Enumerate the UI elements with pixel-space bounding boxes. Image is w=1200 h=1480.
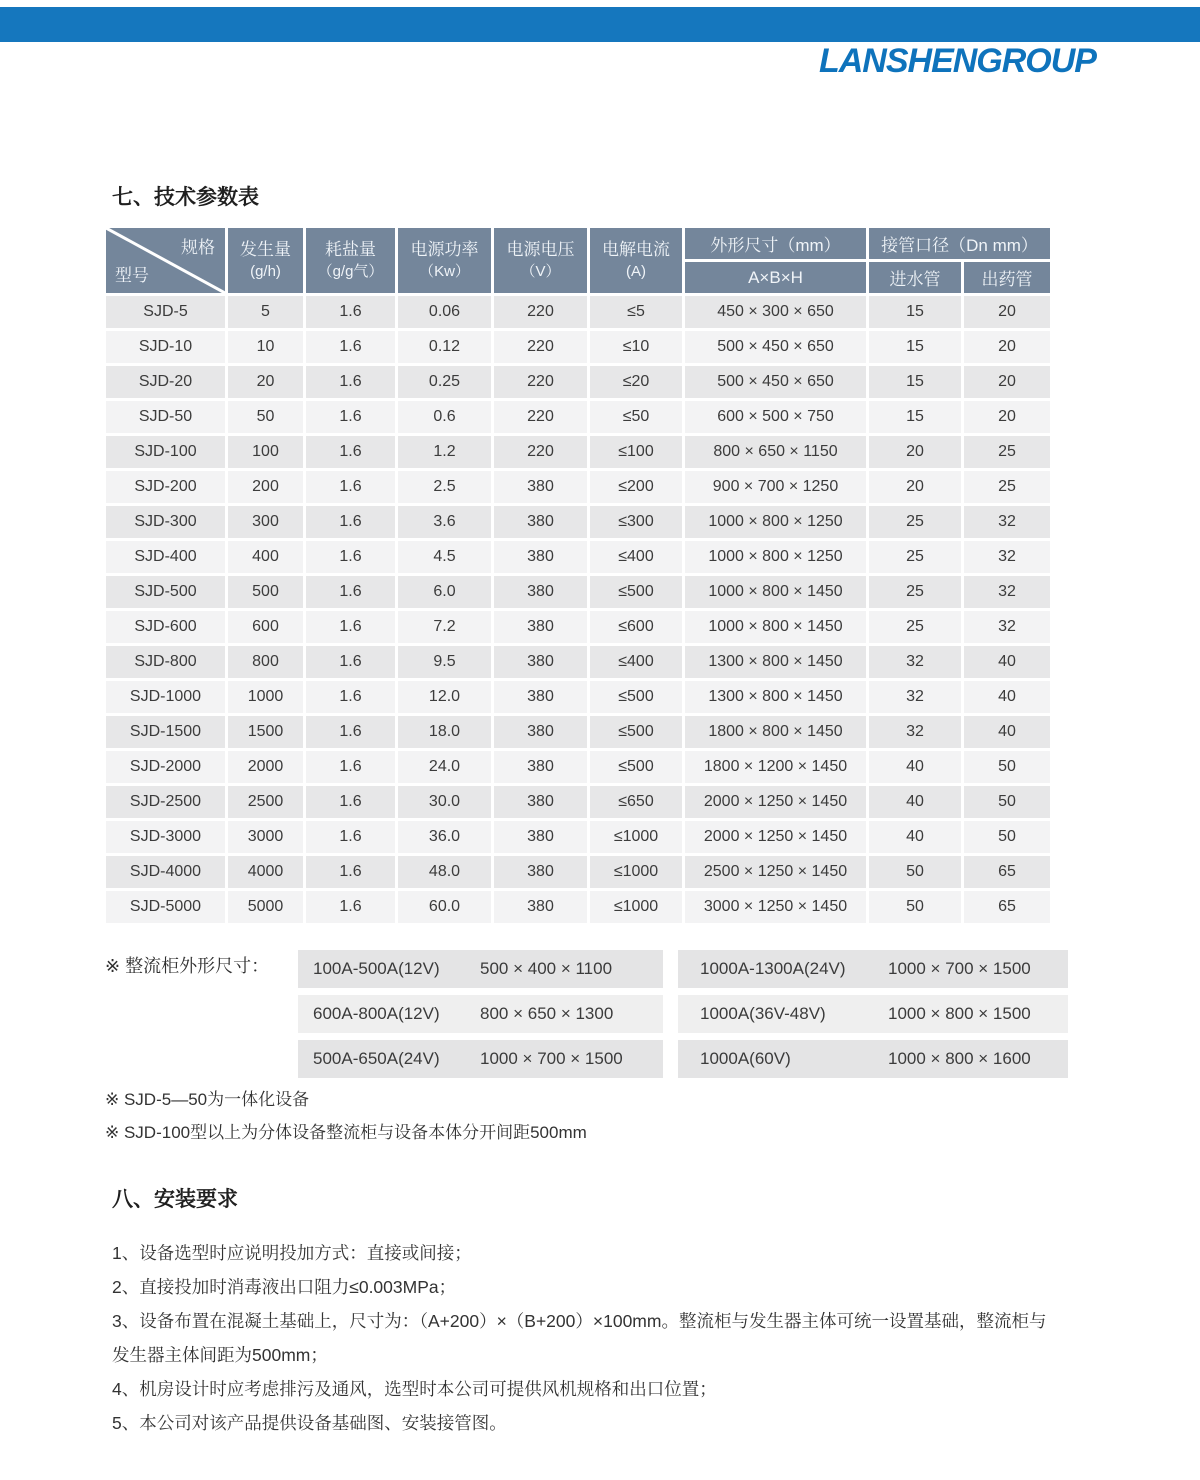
table-row — [106, 681, 1050, 713]
column-header-dimensions: 外形尺寸（mm） — [685, 228, 866, 259]
value-cell: 100 — [228, 436, 303, 468]
company-logo: LANSHENGROUP — [818, 42, 1096, 80]
value-cell: ≤1000 — [590, 891, 682, 923]
value-cell: 1.6 — [306, 611, 395, 643]
value-cell: 20 — [228, 366, 303, 398]
value-cell: 0.06 — [398, 296, 491, 328]
value-cell: 1.6 — [306, 891, 395, 923]
value-cell: 25 — [869, 541, 961, 573]
table-row — [106, 786, 1050, 818]
corner-header-cell — [106, 228, 225, 293]
value-cell: ≤650 — [590, 786, 682, 818]
value-cell: 1300 × 800 × 1450 — [685, 681, 866, 713]
value-cell: 1.6 — [306, 401, 395, 433]
table-row — [106, 716, 1050, 748]
value-cell: 800 × 650 × 1150 — [685, 436, 866, 468]
rectifier-size: 1000 × 700 × 1500 — [480, 1049, 623, 1068]
value-cell: 3000 × 1250 × 1450 — [685, 891, 866, 923]
value-cell: 220 — [494, 436, 587, 468]
model-cell: SJD-4000 — [106, 856, 225, 888]
value-cell: 25 — [869, 611, 961, 643]
value-cell: 32 — [964, 611, 1050, 643]
value-cell: 220 — [494, 366, 587, 398]
value-cell: 1000 × 800 × 1250 — [685, 506, 866, 538]
rectifier-block-right — [678, 950, 1068, 1085]
value-cell: 15 — [869, 366, 961, 398]
model-cell: SJD-800 — [106, 646, 225, 678]
value-cell: ≤20 — [590, 366, 682, 398]
value-cell: 3000 — [228, 821, 303, 853]
value-cell: 60.0 — [398, 891, 491, 923]
value-cell: 220 — [494, 401, 587, 433]
value-cell: 1000 — [228, 681, 303, 713]
value-cell: 1.6 — [306, 296, 395, 328]
value-cell: 1.6 — [306, 786, 395, 818]
value-cell: ≤400 — [590, 541, 682, 573]
value-cell: 1.6 — [306, 646, 395, 678]
value-cell: 200 — [228, 471, 303, 503]
value-cell: 40 — [869, 751, 961, 783]
model-cell: SJD-1500 — [106, 716, 225, 748]
value-cell: 10 — [228, 331, 303, 363]
table-row — [106, 891, 1050, 923]
value-cell: 1.6 — [306, 506, 395, 538]
value-cell: 20 — [964, 331, 1050, 363]
value-cell: 2500 — [228, 786, 303, 818]
value-cell: 1.6 — [306, 471, 395, 503]
value-cell: 380 — [494, 821, 587, 853]
value-cell: 50 — [964, 786, 1050, 818]
value-cell: 380 — [494, 576, 587, 608]
rectifier-dimensions-label: ※ 整流柜外形尺寸： — [105, 956, 270, 976]
value-cell: 15 — [869, 296, 961, 328]
value-cell: 600 — [228, 611, 303, 643]
value-cell: 1.6 — [306, 541, 395, 573]
model-cell: SJD-1000 — [106, 681, 225, 713]
value-cell: 380 — [494, 471, 587, 503]
value-cell: 1.6 — [306, 751, 395, 783]
value-cell: 32 — [869, 646, 961, 678]
value-cell: 9.5 — [398, 646, 491, 678]
value-cell: 36.0 — [398, 821, 491, 853]
value-cell: 24.0 — [398, 751, 491, 783]
model-cell: SJD-300 — [106, 506, 225, 538]
value-cell: 25 — [869, 506, 961, 538]
value-cell: 900 × 700 × 1250 — [685, 471, 866, 503]
value-cell: 50 — [964, 821, 1050, 853]
spec-table-header — [106, 228, 1050, 293]
value-cell: 32 — [869, 681, 961, 713]
value-cell: 220 — [494, 331, 587, 363]
value-cell: ≤400 — [590, 646, 682, 678]
value-cell: 1.6 — [306, 716, 395, 748]
value-cell: 2000 — [228, 751, 303, 783]
model-cell: SJD-20 — [106, 366, 225, 398]
value-cell: ≤300 — [590, 506, 682, 538]
model-cell: SJD-2500 — [106, 786, 225, 818]
value-cell: 65 — [964, 856, 1050, 888]
table-row — [106, 436, 1050, 468]
value-cell: 450 × 300 × 650 — [685, 296, 866, 328]
corner-label-spec: 规格 — [181, 238, 215, 257]
value-cell: 6.0 — [398, 576, 491, 608]
column-header-output: 发生量 (g/h) — [228, 228, 303, 293]
spec-table-body — [106, 296, 1050, 923]
value-cell: ≤500 — [590, 681, 682, 713]
rectifier-row — [298, 950, 663, 988]
value-cell: 25 — [869, 576, 961, 608]
table-row — [106, 506, 1050, 538]
value-cell: 48.0 — [398, 856, 491, 888]
model-cell: SJD-5000 — [106, 891, 225, 923]
value-cell: 18.0 — [398, 716, 491, 748]
value-cell: 15 — [869, 401, 961, 433]
value-cell: 4.5 — [398, 541, 491, 573]
table-row — [106, 576, 1050, 608]
value-cell: 800 — [228, 646, 303, 678]
value-cell: 1.6 — [306, 821, 395, 853]
column-header-current: 电解电流 (A) — [590, 228, 682, 293]
value-cell: 20 — [964, 366, 1050, 398]
column-header-salt: 耗盐量 （g/g气） — [306, 228, 395, 293]
table-row — [106, 821, 1050, 853]
notes-list — [105, 1083, 587, 1149]
value-cell: ≤200 — [590, 471, 682, 503]
value-cell: 1.6 — [306, 681, 395, 713]
value-cell: ≤500 — [590, 576, 682, 608]
value-cell: 50 — [869, 891, 961, 923]
value-cell: 0.12 — [398, 331, 491, 363]
value-cell: 40 — [869, 786, 961, 818]
rectifier-spec: 600A-800A(12V) — [313, 1004, 440, 1023]
value-cell: 1.6 — [306, 436, 395, 468]
value-cell: 5 — [228, 296, 303, 328]
value-cell: 1.6 — [306, 331, 395, 363]
value-cell: 32 — [964, 576, 1050, 608]
column-header-power: 电源功率 （Kw） — [398, 228, 491, 293]
rectifier-size: 1000 × 800 × 1600 — [888, 1049, 1031, 1068]
value-cell: 20 — [869, 436, 961, 468]
note-item: ※ SJD-5—50为一体化设备 — [105, 1090, 310, 1109]
model-cell: SJD-500 — [106, 576, 225, 608]
value-cell: 1000 × 800 × 1450 — [685, 576, 866, 608]
value-cell: ≤100 — [590, 436, 682, 468]
value-cell: 400 — [228, 541, 303, 573]
value-cell: 600 × 500 × 750 — [685, 401, 866, 433]
value-cell: 1800 × 1200 × 1450 — [685, 751, 866, 783]
corner-label-model: 型号 — [115, 266, 149, 285]
value-cell: 20 — [964, 296, 1050, 328]
value-cell: 4000 — [228, 856, 303, 888]
rectifier-block-left — [298, 950, 663, 1085]
value-cell: 0.6 — [398, 401, 491, 433]
value-cell: 500 — [228, 576, 303, 608]
rectifier-size: 800 × 650 × 1300 — [480, 1004, 614, 1023]
value-cell: 380 — [494, 716, 587, 748]
value-cell: 1.2 — [398, 436, 491, 468]
value-cell: ≤500 — [590, 716, 682, 748]
rectifier-spec: 100A-500A(12V) — [313, 959, 440, 978]
value-cell: ≤50 — [590, 401, 682, 433]
table-row — [106, 541, 1050, 573]
value-cell: 380 — [494, 506, 587, 538]
table-row — [106, 646, 1050, 678]
spec-table — [103, 225, 1053, 926]
value-cell: 500 × 450 × 650 — [685, 366, 866, 398]
value-cell: 380 — [494, 786, 587, 818]
installation-item: 3、设备布置在混凝土基础上，尺寸为：（A+200）×（B+200）×100mm。整流柜与发生器主体可统一设置基础，整流柜与发生器主体间距为500mm； — [112, 1311, 1047, 1365]
value-cell: 500 × 450 × 650 — [685, 331, 866, 363]
value-cell: 32 — [964, 506, 1050, 538]
value-cell: 7.2 — [398, 611, 491, 643]
value-cell: 30.0 — [398, 786, 491, 818]
value-cell: 1.6 — [306, 366, 395, 398]
model-cell: SJD-200 — [106, 471, 225, 503]
rectifier-spec: 1000A(60V) — [700, 1049, 791, 1068]
model-cell: SJD-400 — [106, 541, 225, 573]
value-cell: 65 — [964, 891, 1050, 923]
column-header-pipe-diameter: 接管口径（Dn mm） — [869, 228, 1050, 259]
value-cell: 2.5 — [398, 471, 491, 503]
model-cell: SJD-3000 — [106, 821, 225, 853]
value-cell: 380 — [494, 891, 587, 923]
value-cell: ≤5 — [590, 296, 682, 328]
value-cell: ≤600 — [590, 611, 682, 643]
value-cell: 1000 × 800 × 1450 — [685, 611, 866, 643]
value-cell: ≤1000 — [590, 856, 682, 888]
subheader-outlet-pipe: 出药管 — [964, 262, 1050, 293]
model-cell: SJD-100 — [106, 436, 225, 468]
rectifier-spec: 1000A(36V-48V) — [700, 1004, 826, 1023]
installation-item: 2、直接投加时消毒液出口阻力≤0.003MPa； — [112, 1277, 457, 1297]
value-cell: 380 — [494, 681, 587, 713]
model-cell: SJD-10 — [106, 331, 225, 363]
value-cell: ≤10 — [590, 331, 682, 363]
value-cell: 15 — [869, 331, 961, 363]
rectifier-size: 1000 × 800 × 1500 — [888, 1004, 1031, 1023]
note-item: ※ SJD-100型以上为分体设备整流柜与设备本体分开间距500mm — [105, 1123, 587, 1142]
value-cell: 40 — [964, 646, 1050, 678]
installation-requirements-list — [112, 1236, 1062, 1440]
model-cell: SJD-600 — [106, 611, 225, 643]
value-cell: 25 — [964, 436, 1050, 468]
value-cell: 50 — [964, 751, 1050, 783]
value-cell: 2000 × 1250 × 1450 — [685, 786, 866, 818]
value-cell: 2000 × 1250 × 1450 — [685, 821, 866, 853]
value-cell: 50 — [869, 856, 961, 888]
value-cell: 380 — [494, 541, 587, 573]
value-cell: ≤1000 — [590, 821, 682, 853]
table-row — [106, 296, 1050, 328]
value-cell: 40 — [964, 716, 1050, 748]
value-cell: 220 — [494, 296, 587, 328]
subheader-inlet-pipe: 进水管 — [869, 262, 961, 293]
value-cell: 1.6 — [306, 856, 395, 888]
value-cell: 1300 × 800 × 1450 — [685, 646, 866, 678]
installation-item: 5、本公司对该产品提供设备基础图、安装接管图。 — [112, 1413, 507, 1433]
rectifier-row — [298, 995, 663, 1033]
model-cell: SJD-50 — [106, 401, 225, 433]
table-row — [106, 331, 1050, 363]
value-cell: 2500 × 1250 × 1450 — [685, 856, 866, 888]
value-cell: 1.6 — [306, 576, 395, 608]
value-cell: 1000 × 800 × 1250 — [685, 541, 866, 573]
installation-item: 4、机房设计时应考虑排污及通风，选型时本公司可提供风机规格和出口位置； — [112, 1379, 717, 1399]
rectifier-row — [678, 995, 1068, 1033]
model-cell: SJD-2000 — [106, 751, 225, 783]
value-cell: 0.25 — [398, 366, 491, 398]
rectifier-size: 1000 × 700 × 1500 — [888, 959, 1031, 978]
section8-title: 八、安装要求 — [112, 1188, 238, 1211]
value-cell: 32 — [869, 716, 961, 748]
table-row — [106, 366, 1050, 398]
top-banner-bar — [0, 7, 1200, 42]
value-cell: 50 — [228, 401, 303, 433]
table-row — [106, 856, 1050, 888]
section7-title: 七、技术参数表 — [112, 186, 259, 209]
value-cell: 5000 — [228, 891, 303, 923]
value-cell: 32 — [964, 541, 1050, 573]
rectifier-spec: 1000A-1300A(24V) — [700, 959, 846, 978]
value-cell: 380 — [494, 611, 587, 643]
value-cell: 380 — [494, 646, 587, 678]
value-cell: 25 — [964, 471, 1050, 503]
rectifier-row — [678, 950, 1068, 988]
value-cell: 40 — [964, 681, 1050, 713]
column-header-voltage: 电源电压 （V） — [494, 228, 587, 293]
installation-item: 1、设备选型时应说明投加方式：直接或间接； — [112, 1243, 472, 1263]
value-cell: 12.0 — [398, 681, 491, 713]
table-row — [106, 611, 1050, 643]
value-cell: 380 — [494, 751, 587, 783]
value-cell: 1800 × 800 × 1450 — [685, 716, 866, 748]
rectifier-size: 500 × 400 × 1100 — [480, 959, 613, 978]
value-cell: 3.6 — [398, 506, 491, 538]
value-cell: 380 — [494, 856, 587, 888]
value-cell: 20 — [869, 471, 961, 503]
value-cell: 300 — [228, 506, 303, 538]
value-cell: ≤500 — [590, 751, 682, 783]
subheader-abh: A×B×H — [685, 262, 866, 293]
rectifier-row — [678, 1040, 1068, 1078]
table-row — [106, 751, 1050, 783]
model-cell: SJD-5 — [106, 296, 225, 328]
value-cell: 1500 — [228, 716, 303, 748]
table-row — [106, 471, 1050, 503]
rectifier-spec: 500A-650A(24V) — [313, 1049, 440, 1068]
value-cell: 40 — [869, 821, 961, 853]
table-row — [106, 401, 1050, 433]
value-cell: 20 — [964, 401, 1050, 433]
rectifier-row — [298, 1040, 663, 1078]
